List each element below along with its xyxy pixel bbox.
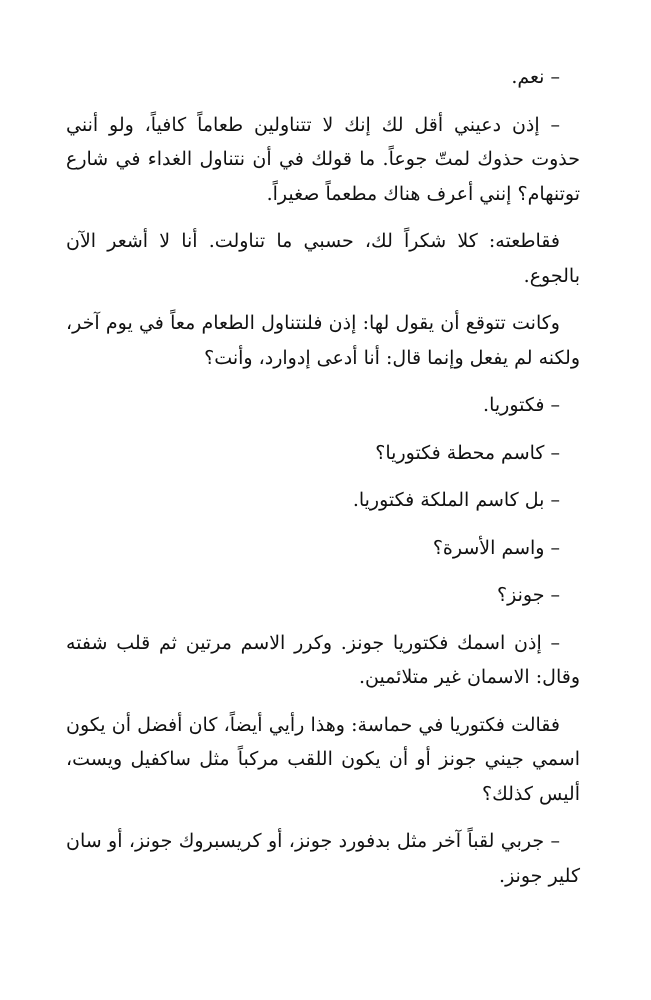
dialogue-paragraph: – إذن دعيني أقل لك إنك لا تتناولين طعاماً كافياً، ولو أنني حذوت حذوك لمتّ جوعاً. ما قولك في أن نتناول الغداء في شارع توتنهام؟ إنني أعرف هناك مطعماً صغيراً. [66,113,580,205]
dialogue-line: – بل كاسم الملكة فكتوريا. [352,489,560,511]
dialogue-paragraph: – جربي لقباً آخر مثل بدفورد جونز، أو كريسبروك جونز، أو سان كلير جونز. [66,830,580,887]
dialogue-line: – جونز؟ [497,584,560,606]
narration-paragraph: وكانت تتوقع أن يقول لها: إذن فلنتناول الطعام معاً في يوم آخر، ولكنه لم يفعل وإنما قال: أنا أدعى إدوارد، وأنت؟ [66,312,580,369]
dialogue-line: – نعم. [511,66,560,88]
book-page [66,60,580,906]
narration-paragraph: فقاطعته: كلا شكراً لك، حسبي ما تناولت. أنا لا أشعر الآن بالجوع. [66,230,580,287]
dialogue-line: – فكتوريا. [483,394,560,416]
dialogue-line: – واسم الأسرة؟ [432,536,560,559]
narration-paragraph: فقالت فكتوريا في حماسة: وهذا رأيي أيضاً، كان أفضل أن يكون اسمي جيني جونز أو أن يكون اللقب مركباً مثل ساكفيل ويست، أليس كذلك؟ [66,713,580,805]
dialogue-line: – كاسم محطة فكتوريا؟ [375,441,560,464]
dialogue-paragraph: – إذن اسمك فكتوريا جونز. وكرر الاسم مرتين ثم قلب شفته وقال: الاسمان غير متلائمين. [66,631,580,688]
